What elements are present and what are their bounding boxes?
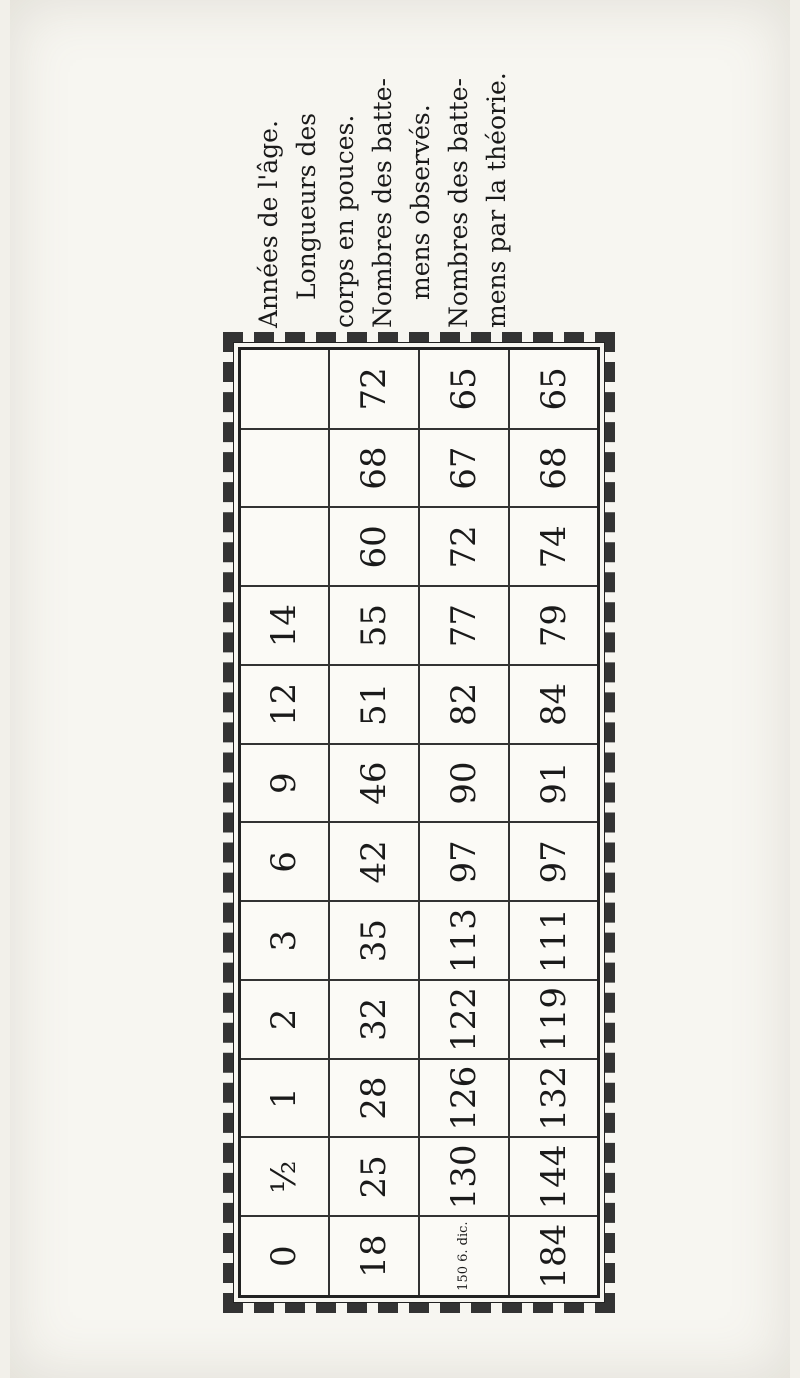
table-cell: 65 — [509, 350, 597, 429]
table-cell: 68 — [329, 429, 419, 508]
table-cell: 122 — [419, 980, 509, 1059]
table-cell: 150 6. dic. — [419, 1216, 509, 1295]
table-cell: 74 — [509, 508, 597, 587]
table-cell: 60 — [329, 508, 419, 587]
table-cell — [241, 429, 329, 508]
table-cell — [241, 350, 329, 429]
table-cell: 97 — [509, 823, 597, 902]
table-cell: 6 — [241, 823, 329, 902]
table-cell: 97 — [419, 823, 509, 902]
table-cell: 79 — [509, 586, 597, 665]
table-cell: 72 — [329, 350, 419, 429]
table-cell: 28 — [329, 1059, 419, 1138]
header-theory-1: Nombres des batte- — [444, 78, 473, 328]
header-length-2: corps en pouces. — [330, 114, 359, 328]
table-cell: 72 — [419, 508, 509, 587]
row-headers — [250, 38, 516, 328]
table-cell: 113 — [419, 901, 509, 980]
table-cell: 126 — [419, 1059, 509, 1138]
table-row — [509, 350, 597, 1295]
table-row — [419, 350, 509, 1295]
table-cell: 25 — [329, 1138, 419, 1217]
table-cell: 144 — [509, 1138, 597, 1217]
header-theory-2: mens par la théorie. — [482, 72, 511, 328]
table-cell: 82 — [419, 665, 509, 744]
table-cell — [241, 508, 329, 587]
table-cell: 132 — [509, 1059, 597, 1138]
table-cell: 18 — [329, 1216, 419, 1295]
header-observed-1: Nombres des batte- — [368, 78, 397, 328]
table-cell: 184 — [533, 1223, 574, 1289]
table-cell: 32 — [329, 980, 419, 1059]
header-age: Années de l'âge. — [254, 120, 283, 328]
table-cell: 90 — [419, 744, 509, 823]
table-cell: 77 — [419, 586, 509, 665]
table-row — [329, 350, 419, 1295]
table-cell: 67 — [419, 429, 509, 508]
table-cell: 12 — [241, 665, 329, 744]
page — [10, 0, 790, 1378]
table-cell: 1 — [241, 1059, 329, 1138]
table-cell: 68 — [509, 429, 597, 508]
table-cell: 3 — [241, 901, 329, 980]
table-cell: 55 — [329, 586, 419, 665]
table-cell: ½ — [241, 1138, 329, 1217]
header-observed-2: mens observés. — [406, 104, 435, 300]
table-cell: 0 — [241, 1216, 329, 1295]
table-cell: 14 — [241, 586, 329, 665]
table-cell: 91 — [509, 744, 597, 823]
table-cell: 9 — [241, 744, 329, 823]
table-cell: 42 — [329, 823, 419, 902]
table-cell: 35 — [329, 901, 419, 980]
header-length-1: Longueurs des — [292, 112, 321, 300]
table-cell: 65 — [419, 350, 509, 429]
table-cell: 2 — [241, 980, 329, 1059]
table-cell: 119 — [509, 980, 597, 1059]
table-cell: 51 — [329, 665, 419, 744]
table-cell: 130 — [419, 1138, 509, 1217]
table-cell: 111 — [509, 901, 597, 980]
rotated-content — [10, 0, 800, 1378]
table-row — [241, 350, 329, 1295]
table-cell: 84 — [509, 665, 597, 744]
table-cell: 46 — [329, 744, 419, 823]
data-table — [241, 350, 597, 1295]
data-table-frame — [238, 347, 600, 1298]
